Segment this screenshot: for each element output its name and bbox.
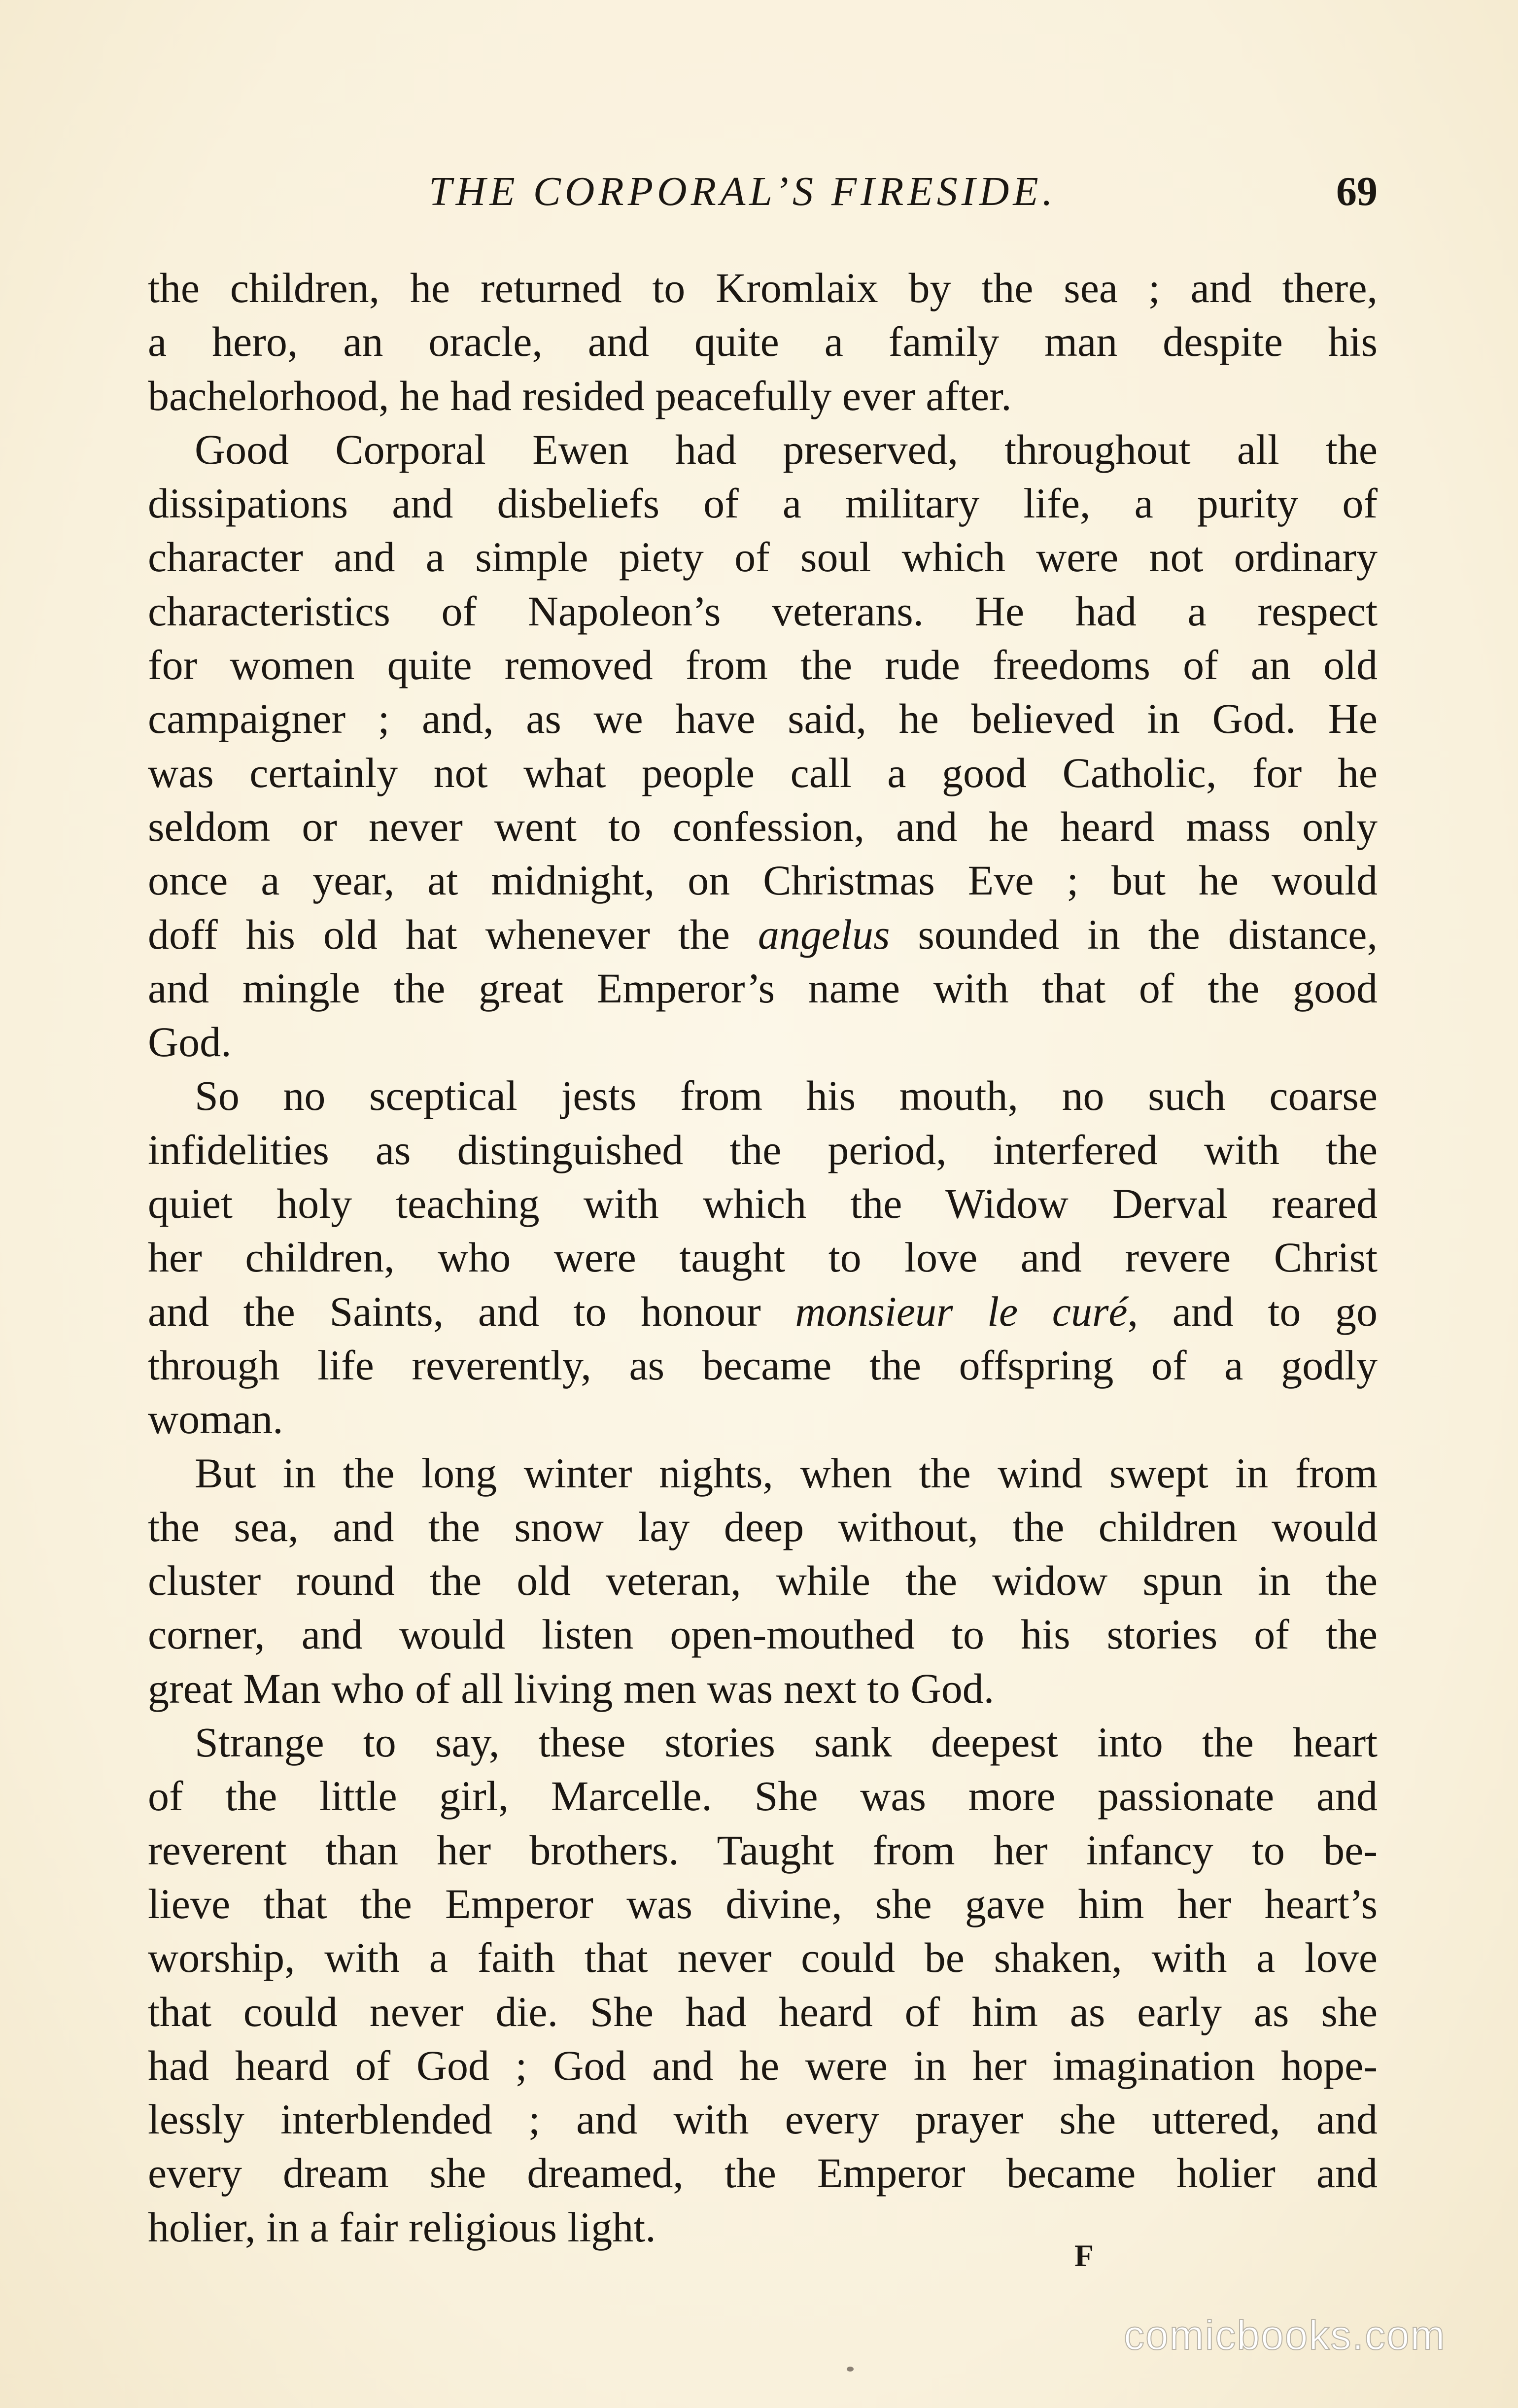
text-line: a hero, an oracle, and quite a family man despite his (148, 318, 1378, 366)
ink-speck (847, 2367, 854, 2372)
text-line: through life reverently, as became the offspring of a godly (148, 1341, 1378, 1389)
text-line: holier, in a fair religious light. (148, 2203, 656, 2251)
text-line: worship, with a faith that never could be shaken, with a love (148, 1934, 1378, 1982)
text-line: was certainly not what people call a good Catholic, for he (148, 749, 1378, 796)
text-line: the sea, and the snow lay deep without, the children would (148, 1503, 1378, 1550)
text-line: reverent than her brothers. Taught from her infancy to be- (148, 1826, 1378, 1874)
italic-phrase: monsieur le curé (795, 1287, 1128, 1335)
text-line: seldom or never went to confession, and he heard mass only (148, 802, 1378, 850)
paragraph-start-line: So no sceptical jests from his mouth, no such coarse (195, 1072, 1378, 1120)
page-number: 69 (1336, 169, 1378, 214)
text-line: quiet holy teaching with which the Widow Derval reared (148, 1180, 1378, 1228)
text-line: every dream she dreamed, the Emperor became holier and (148, 2149, 1378, 2197)
text-line: her children, who were taught to love and revere Christ (148, 1234, 1378, 1281)
paragraph-start-line: Good Corporal Ewen had preserved, throughout all the (195, 425, 1378, 473)
italic-phrase: angelus (758, 910, 890, 958)
text-line: lessly interblended ; and with every prayer she uttered, and (148, 2096, 1378, 2143)
text-line: once a year, at midnight, on Christmas Eve ; but he would (148, 857, 1378, 904)
text-line: woman. (148, 1395, 283, 1443)
text-line: corner, and would listen open-mouthed to his stories of the (148, 1611, 1378, 1658)
text-line: bachelorhood, he had resided peacefully ever after. (148, 372, 1012, 419)
text-line: for women quite removed from the rude freedoms of an old (148, 641, 1378, 689)
text-line: campaigner ; and, as we have said, he believed in God. He (148, 695, 1378, 743)
text-line: infidelities as distinguished the period, interfered with the (148, 1126, 1378, 1173)
text-line: lieve that the Emperor was divine, she gave him her heart’s (148, 1880, 1378, 1927)
watermark-logo: comicbooks.com (1124, 2312, 1446, 2358)
text-line: character and a simple piety of soul which were not ordinary (148, 533, 1378, 581)
text-line: dissipations and disbeliefs of a military life, a purity of (148, 480, 1378, 527)
text-line: had heard of God ; God and he were in her imagination hope- (148, 2041, 1378, 2089)
text-line: the children, he returned to Kromlaix by the sea ; and there, (148, 264, 1378, 311)
paragraph-start-line: But in the long winter nights, when the wind swept in from (195, 1449, 1378, 1497)
text-line: characteristics of Napoleon’s veterans. He had a respect (148, 587, 1378, 635)
text-line: God. (148, 1018, 232, 1066)
body-text (148, 261, 1378, 2254)
text-line: great Man who of all living men was next to God. (148, 1664, 995, 1712)
text-line: cluster round the old veteran, while the widow spun in the (148, 1557, 1378, 1605)
text-line: and the Saints, and to honour monsieur le curé, and to go (148, 1287, 1378, 1335)
text-line: that could never die. She had heard of him as early as she (148, 1988, 1378, 2035)
signature-mark: F (1074, 2238, 1094, 2273)
text-line: and mingle the great Emperor’s name with that of the good (148, 964, 1378, 1012)
running-title: THE CORPORAL’S FIRESIDE. (429, 169, 1057, 214)
running-header (148, 163, 1378, 222)
text-line: of the little girl, Marcelle. She was more passionate and (148, 1772, 1378, 1820)
paragraph-start-line: Strange to say, these stories sank deepest into the heart (195, 1719, 1378, 1766)
text-line: doff his old hat whenever the angelus sounded in the distance, (148, 910, 1378, 958)
